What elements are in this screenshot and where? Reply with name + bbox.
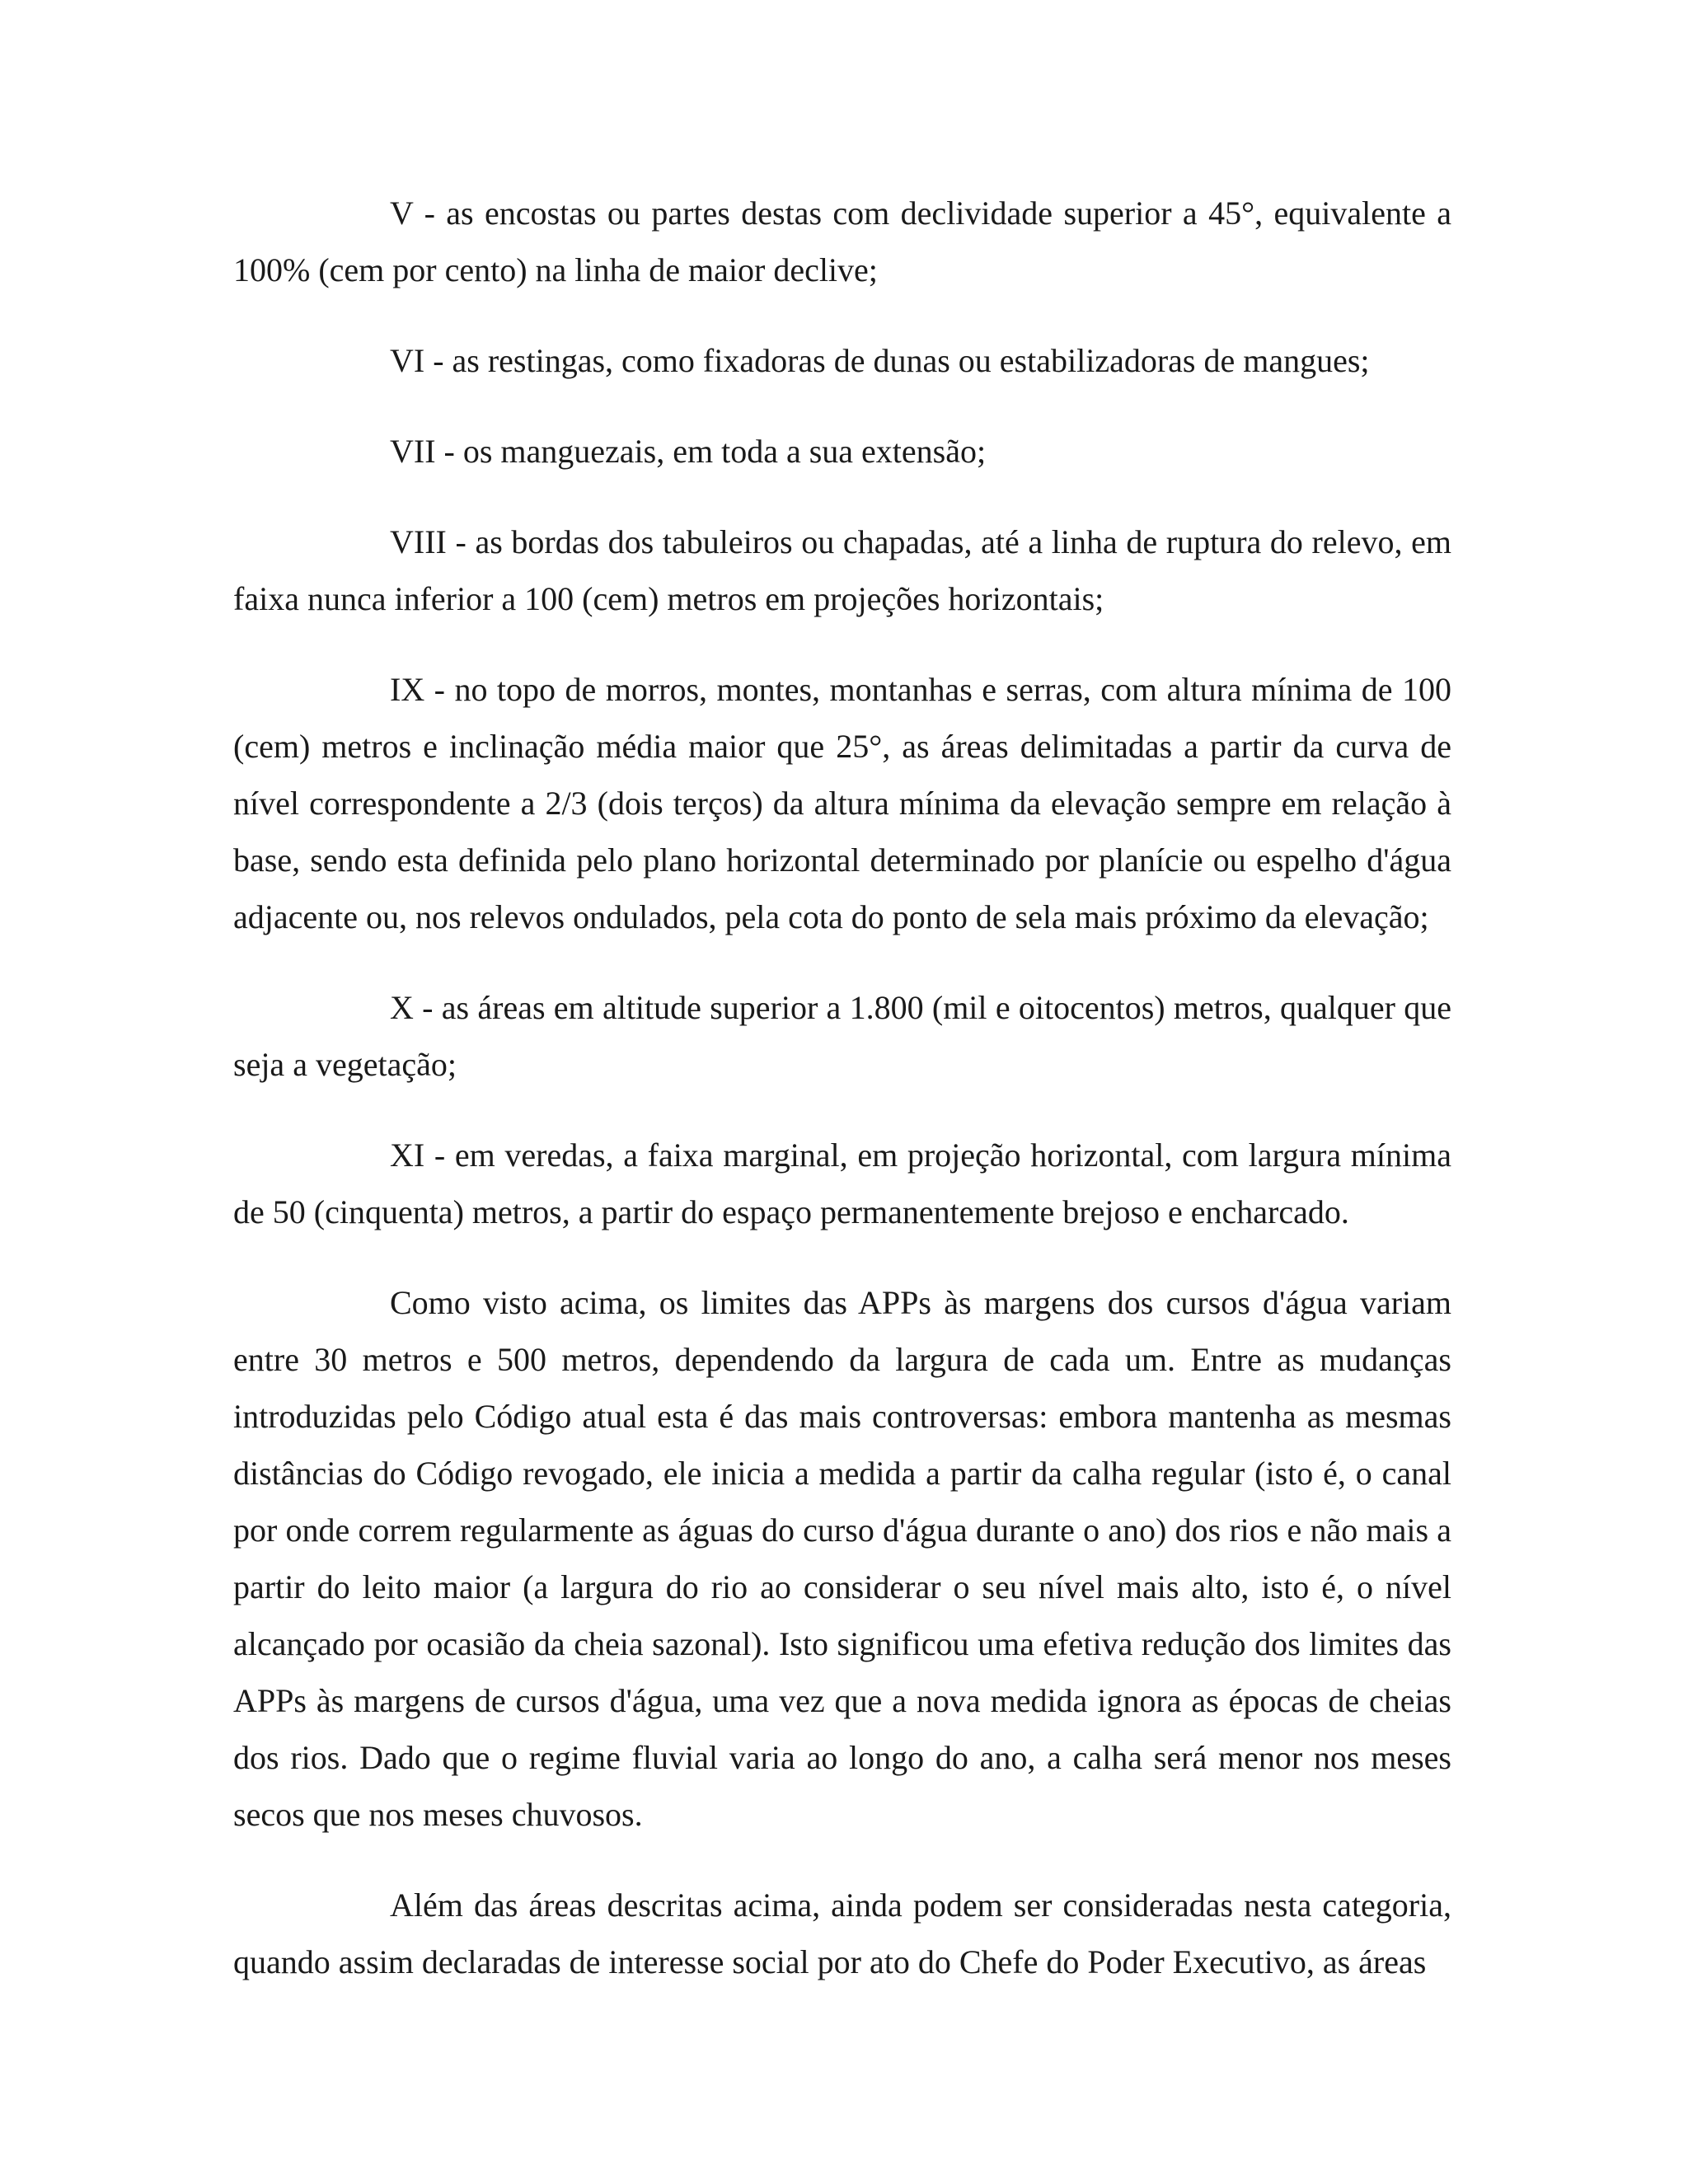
paragraph-additional-areas: Além das áreas descritas acima, ainda podem ser consideradas nesta categoria, quando assim declaradas de interesse social por ato do Chefe do Poder Executivo, as áreas [233, 1886, 1451, 1980]
paragraph-item-v: V - as encostas ou partes destas com declividade superior a 45°, equivalente a 100% (cem por cento) na linha de maior declive; [233, 194, 1451, 288]
paragraph-item-vii: VII - os manguezais, em toda a sua extensão; [390, 433, 987, 470]
paragraph-item-x: X - as áreas em altitude superior a 1.800 (mil e oitocentos) metros, qualquer que seja a vegetação; [233, 989, 1451, 1083]
paragraph-item-vi: VI - as restingas, como fixadoras de dunas ou estabilizadoras de mangues; [390, 342, 1370, 379]
paragraph-item-xi: XI - em veredas, a faixa marginal, em projeção horizontal, com largura mínima de 50 (cinquenta) metros, a partir do espaço permanentemente brejoso e encharcado. [233, 1137, 1451, 1230]
document-body [233, 185, 1451, 1990]
paragraph-item-viii: VIII - as bordas dos tabuleiros ou chapadas, até a linha de ruptura do relevo, em faixa nunca inferior a 100 (cem) metros em projeções horizontais; [233, 523, 1451, 617]
paragraph-app-limits: Como visto acima, os limites das APPs às margens dos cursos d'água variam entre 30 metros e 500 metros, dependendo da largura de cada um. Entre as mudanças introduzidas pelo Código atual esta é das mais controversas: embora mantenha as mesmas distâncias do Código revogado, ele inicia a medida a partir da calha regular (isto é, o canal por onde correm regularmente as águas do curso d'água durante o ano) dos rios e não mais a partir do leito maior (a largura do rio ao considerar o seu nível mais alto, isto é, o nível alcançado por ocasião da cheia sazonal). Isto significou uma efetiva redução dos limites das APPs às margens de cursos d'água, uma vez que a nova medida ignora as épocas de cheias dos rios. Dado que o regime fluvial varia ao longo do ano, a calha será menor nos meses secos que nos meses chuvosos. [233, 1284, 1451, 1833]
paragraph-item-ix: IX - no topo de morros, montes, montanhas e serras, com altura mínima de 100 (cem) metros e inclinação média maior que 25°, as áreas delimitadas a partir da curva de nível correspondente a 2/3 (dois terços) da altura mínima da elevação sempre em relação à base, sendo esta definida pelo plano horizontal determinado por planície ou espelho d'água adjacente ou, nos relevos ondulados, pela cota do ponto de sela mais próximo da elevação; [233, 671, 1451, 935]
